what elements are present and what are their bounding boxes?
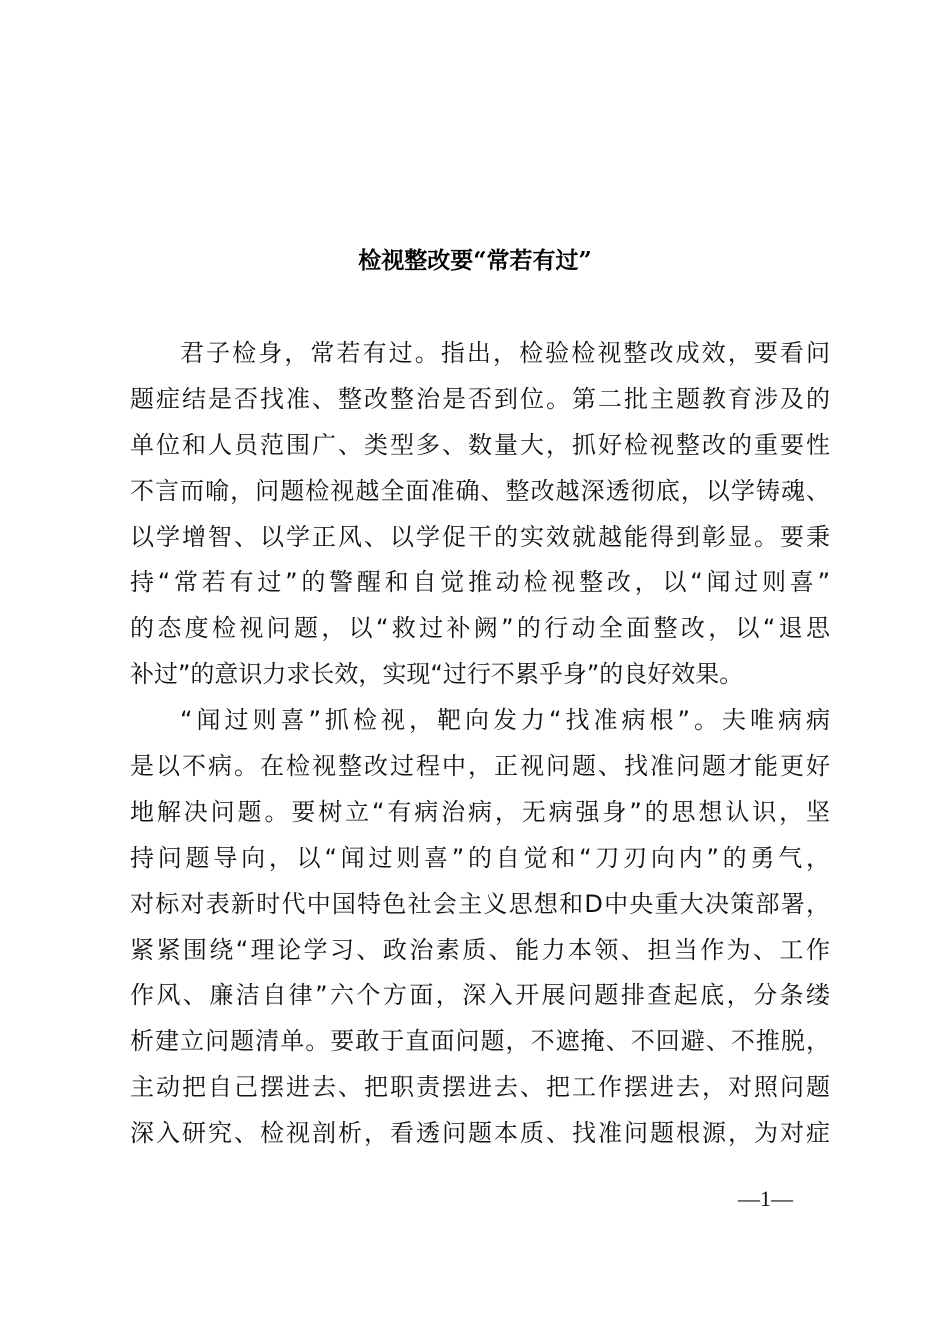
document-body — [130, 334, 830, 1160]
paragraph-1-line: 单位和人员范围广、类型多、数量大，抓好检视整改的重要性 — [130, 430, 830, 459]
paragraph-2-line: 是以不病。在检视整改过程中，正视问题、找准问题才能更好 — [130, 752, 830, 781]
paragraph-2-line: 深入研究、检视剖析，看透问题本质、找准问题根源，为对症 — [130, 1119, 830, 1148]
paragraph-1-line: 以学增智、以学正风、以学促干的实效就越能得到彰显。要秉 — [130, 522, 830, 551]
paragraph-2-line: 作风、廉洁自律”六个方面，深入开展问题排查起底，分条缕 — [130, 981, 830, 1010]
paragraph-1-line: 补过”的意识力求长效，实现“过行不累乎身”的良好效果。 — [130, 660, 744, 689]
paragraph-2-line: 紧紧围绕“理论学习、政治素质、能力本领、担当作为、工作 — [130, 935, 830, 964]
page-number: —1— — [738, 1186, 793, 1211]
paragraph-1-line: 不言而喻，问题检视越全面准确、整改越深透彻底，以学铸魂、 — [130, 476, 830, 505]
paragraph-1-line: 君子检身，常若有过。指出，检验检视整改成效，要看问 — [180, 339, 830, 367]
document-title: 检视整改要“常若有过” — [358, 247, 592, 274]
paragraph-1-line: 的态度检视问题，以“救过补阙”的行动全面整改，以“退思 — [130, 614, 830, 643]
paragraph-2-line: 地解决问题。要树立“有病治病，无病强身”的思想认识，坚 — [130, 797, 830, 826]
paragraph-2-line: 对标对表新时代中国特色社会主义思想和D中央重大决策部署， — [130, 889, 830, 918]
paragraph-2-line: “闻过则喜”抓检视，靶向发力“找准病根”。夫唯病病 — [180, 706, 830, 735]
paragraph-1-line: 题症结是否找准、整改整治是否到位。第二批主题教育涉及的 — [130, 384, 830, 413]
paragraph-2-line: 持问题导向，以“闻过则喜”的自觉和“刀刃向内”的勇气， — [130, 843, 830, 872]
paragraph-1-line: 持“常若有过”的警醒和自觉推动检视整改，以“闻过则喜” — [130, 568, 830, 597]
paragraph-2-line: 析建立问题清单。要敢于直面问题，不遮掩、不回避、不推脱， — [130, 1027, 830, 1056]
paragraph-2-line: 主动把自己摆进去、把职责摆进去、把工作摆进去，对照问题 — [130, 1073, 830, 1102]
